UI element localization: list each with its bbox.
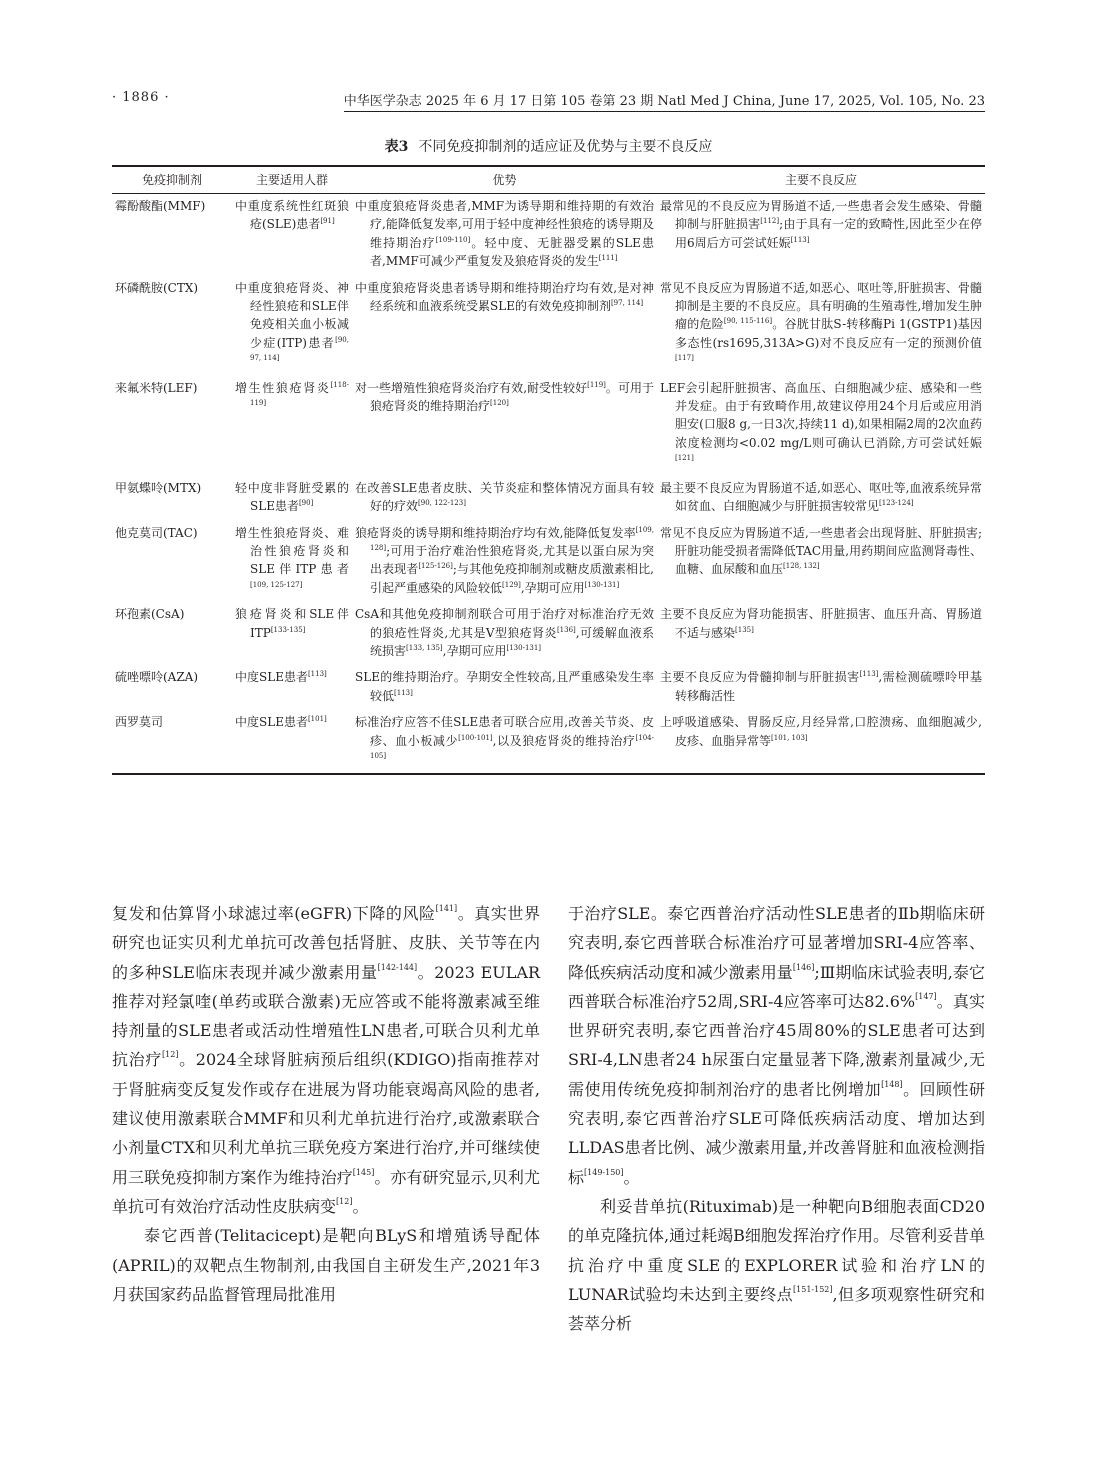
text-run: 。真实世界研究表明,泰它西普治疗45周80%的SLE患者可达到SRI-4,LN患者24 h尿蛋白定量显著下降,激素剂量减少,无需使用传统免疫抑制剂治疗的患者比例增加: [568, 991, 985, 1099]
cell-drug: 西罗莫司: [115, 715, 164, 730]
citation-ref: [109, 128]: [370, 525, 654, 552]
citation-ref: [113]: [790, 235, 810, 244]
cell-drug: 甲氨蝶呤(MTX): [115, 480, 202, 495]
table-header-row: [112, 167, 985, 194]
cell-population: [232, 479, 352, 516]
text-run: ;与其他免疫抑制剂或糖皮质激素相比,引起严重感染的风险较低: [370, 562, 654, 595]
cell-advantage: [352, 713, 657, 768]
text-run: 主要不良反应为肾功能损害、肝脏损害、血压升高、胃肠道不适与感染: [660, 607, 982, 640]
cell-drug: 环磷酰胺(CTX): [115, 280, 199, 295]
text-run: 。谷胱甘肽S-转移酶Pi 1(GSTP1)基因多态性(rs1695,313A>G)对不良反应有一定的预测价值: [675, 317, 982, 350]
citation-ref: [90, 115-116]: [723, 317, 773, 326]
text-run: 复发和估算肾小球滤过率(eGFR)下降的风险: [112, 904, 436, 923]
cell-population: [232, 605, 352, 660]
text-run: 于治疗SLE。泰它西普治疗活动性SLE患者的Ⅱb期临床研究表明,泰它西普联合标准治疗可显著增加SRI-4应答率、降低疾病活动度和减少激素用量: [568, 904, 985, 982]
population-text: 增生性狼疮肾炎、难治性狼疮肾炎和SLE伴ITP患者: [235, 525, 349, 577]
text-run: 狼疮肾炎的诱导期和维持期治疗均有效,能降低复发率: [355, 525, 636, 540]
text-run: SLE的维持期治疗。孕期安全性较高,且严重感染发生率较低: [355, 670, 654, 703]
citation-ref: [118-119]: [250, 380, 349, 408]
cell-adverse: [657, 524, 985, 598]
citation-ref: [148]: [881, 1079, 903, 1089]
table-row: [112, 276, 985, 376]
cell-advantage: [352, 605, 657, 660]
citation-ref: [146]: [792, 962, 815, 972]
citation-ref: [12]: [336, 1196, 353, 1206]
text-run: 标准治疗应答不佳SLE患者可联合应用,改善关节炎、皮疹、血小板减少: [355, 715, 654, 748]
population-text: 增生性狼疮肾炎: [235, 380, 331, 395]
table-row: [112, 521, 985, 603]
population-text: 中度SLE患者: [235, 670, 308, 685]
column-header-adverse: 主要不良反应: [784, 172, 857, 187]
cell-drug: 来氟米特(LEF): [115, 380, 198, 395]
text-run: 。轻中度、无脏器受累的SLE患者,MMF可减少严重复发及狼疮肾炎的发生: [370, 235, 654, 269]
citation-ref: [133, 135]: [406, 643, 443, 652]
text-run: 泰它西普(Telitacicept)是靶向BLyS和增殖诱导配体(APRIL)的双靶点生物制剂,由我国自主研发生产,2021年3月获国家药品监督管理局批准用: [112, 1226, 540, 1304]
text-run: 常见不良反应为胃肠道不适,一些患者会出现肾脏、肝脏损害;肝脏功能受损者需降低TAC用量,用药期间应监测肾毒性、血糖、血尿酸和血压: [660, 525, 982, 577]
cell-adverse: [657, 605, 985, 660]
cell-population: [232, 197, 352, 271]
paragraph: [112, 1221, 540, 1309]
text-run: 。: [352, 1196, 369, 1216]
cell-adverse: [657, 713, 985, 768]
citation-ref: [141]: [435, 904, 458, 913]
cell-population: [232, 713, 352, 768]
citation-ref: [120]: [490, 399, 509, 408]
citation-ref: [130-131]: [584, 580, 620, 589]
citation-ref: [91]: [320, 217, 335, 226]
cell-population: [232, 379, 352, 471]
citation-ref: [113]: [859, 670, 879, 679]
cell-advantage: [352, 379, 657, 471]
text-run: ,孕期可应用: [520, 580, 585, 595]
citation-ref: [104-105]: [370, 733, 654, 760]
cell-drug: 硫唑嘌呤(AZA): [115, 670, 199, 685]
citation-ref: [149-150]: [584, 1167, 624, 1177]
column-header-advantage: 优势: [492, 172, 517, 187]
cell-adverse: [657, 197, 985, 271]
citation-ref: [101]: [307, 715, 327, 724]
citation-ref: [117]: [675, 354, 694, 363]
citation-ref: [109, 125-127]: [250, 580, 303, 589]
table-row: [112, 194, 985, 276]
cell-drug: 他克莫司(TAC): [115, 525, 198, 540]
text-run: 上呼吸道感染、胃肠反应,月经异常,口腔溃疡、血细胞减少,皮疹、血脂异常等: [660, 715, 982, 748]
citation-ref: [90, 122-123]: [418, 499, 466, 508]
body-column-right: [568, 899, 985, 1338]
text-run: ,孕期可应用: [442, 643, 507, 658]
text-run: ,以及狼疮肾炎的维持治疗: [492, 733, 636, 748]
text-run: 常见不良反应为胃肠道不适,如恶心、呕吐等,肝脏损害、骨髓抑制是主要的不良反应。具有明确的生殖毒性,增加发生肿瘤的危险: [660, 280, 982, 332]
text-run: 。2024全球肾脏病预后组织(KDIGO)指南推荐对于肾脏病变反复发作或存在进展为肾功能衰竭高风险的患者,建议使用激素联合MMF和贝利尤单抗进行治疗,或激素联合小剂量CTX和贝利尤单抗三联免疫方案进行治疗,并可继续使用三联免疫抑制方案作为维持治疗: [112, 1050, 540, 1187]
cell-advantage: [352, 197, 657, 271]
text-run: 。真实世界研究也证实贝利尤单抗可改善包括肾脏、皮肤、关节等在内的多种SLE临床表现并减少激素用量: [112, 904, 540, 982]
population-text: 中度SLE患者: [235, 715, 308, 730]
table-title: 不同免疫抑制剂的适应证及优势与主要不良反应: [418, 139, 713, 155]
citation-ref: [151-152]: [793, 1284, 833, 1294]
column-header-population: 主要适用人群: [255, 172, 328, 187]
population-text: 轻中度非肾脏受累的SLE患者: [235, 480, 349, 514]
citation-ref: [119]: [587, 380, 606, 389]
text-run: 。: [623, 1167, 640, 1187]
citation-ref: [135]: [735, 625, 754, 634]
running-header: [112, 88, 985, 110]
cell-drug: 霉酚酸酯(MMF): [115, 199, 206, 213]
citation-ref: [145]: [352, 1167, 375, 1177]
text-run: ;Ⅲ期临床试验表明,泰它西普联合标准治疗52周,SRI-4应答率可达82.6%: [568, 962, 985, 1011]
text-run: ;由于具有一定的致畸性,因此至少在停用6周后方可尝试妊娠: [675, 217, 982, 250]
text-run: ,但多项观察性研究和荟萃分析: [568, 1284, 985, 1334]
immunosuppressant-table: [112, 165, 985, 775]
citation-ref: [147]: [915, 991, 937, 1001]
page-number: · 1886 ·: [112, 90, 170, 105]
citation-ref: [113]: [307, 670, 327, 679]
citation-ref: [129]: [502, 580, 521, 589]
table-caption: [112, 136, 985, 156]
text-run: 主要不良反应为骨髓抑制与肝脏损害: [660, 670, 860, 685]
table-row: [112, 710, 985, 773]
cell-advantage: [352, 279, 657, 371]
citation-ref: [121]: [675, 454, 694, 463]
cell-advantage: [352, 524, 657, 598]
body-column-left: [112, 899, 540, 1309]
text-run: 对一些增殖性狼疮肾炎治疗有效,耐受性较好: [355, 380, 588, 395]
journal-citation: 中华医学杂志 2025 年 6 月 17 日第 105 卷第 23 期 Natl Med J China, June 17, 2025, Vol. 105, No. 23: [344, 90, 985, 112]
cell-adverse: [657, 379, 985, 471]
cell-adverse: [657, 668, 985, 705]
population-text: 狼疮肾炎和SLE伴ITP: [235, 607, 349, 640]
citation-ref: [101, 103]: [771, 733, 808, 742]
citation-ref: [112]: [760, 217, 780, 226]
citation-ref: [125-126]: [418, 562, 453, 571]
citation-ref: [109-110]: [435, 235, 471, 244]
cell-population: [232, 668, 352, 705]
text-run: 。2023 EULAR推荐对羟氯喹(单药或联合激素)无应答或不能将激素减至维持剂量的SLE患者或活动性增殖性LN患者,可联合贝利尤单抗治疗: [112, 962, 540, 1070]
citation-ref: [133-135]: [270, 625, 306, 634]
text-run: 最常见的不良反应为胃肠道不适,一些患者会发生感染、骨髓抑制与肝脏损害: [660, 199, 982, 232]
text-run: LEF会引起肝脏损害、高血压、白细胞减少症、感染和一些并发症。由于有致畸作用,故建议停用24个月后或应用消胆安(口服8 g,一日3次,持续11 d),如果相隔2周的2次血药浓度检测均<0.02 mg/L则可确认已消除,方可尝试妊娠: [660, 380, 982, 450]
cell-advantage: [352, 668, 657, 705]
paragraph: [112, 899, 540, 1221]
cell-adverse: [657, 279, 985, 371]
citation-ref: [100-101]: [458, 733, 493, 742]
text-run: 中重度狼疮肾炎患者,MMF为诱导期和维持期的有效治疗,能降低复发率,可用于轻中度神经性狼疮的诱导期及维持期治疗: [355, 199, 654, 250]
column-header-drug: 免疫抑制剂: [141, 172, 202, 187]
citation-ref: [142-144]: [377, 962, 418, 972]
table-row: [112, 665, 985, 710]
population-text: 中重度狼疮肾炎、神经性狼疮和SLE伴免疫相关血小板减少症(ITP)患者: [235, 280, 349, 350]
text-run: 。回顾性研究表明,泰它西普治疗SLE可降低疾病活动度、增加达到LLDAS患者比例、减少激素用量,并改善肾脏和血液检测指标: [568, 1079, 985, 1187]
citation-ref: [130-131]: [506, 643, 542, 652]
text-run: ,需检测硫嘌呤甲基转移酶活性: [675, 670, 982, 703]
text-run: 中重度狼疮肾炎患者诱导期和维持期治疗均有效,是对神经系统和血液系统受累SLE的有效免疫抑制剂: [355, 280, 654, 314]
text-run: ,可缓解血液系统损害: [370, 625, 654, 658]
text-run: 在改善SLE患者皮肤、关节炎症和整体情况方面具有较好的疗效: [355, 480, 654, 514]
citation-ref: [136]: [556, 625, 576, 634]
citation-ref: [90]: [298, 499, 314, 508]
text-run: CsA和其他免疫抑制剂联合可用于治疗对标准治疗无效的狼疮性肾炎,尤其是V型狼疮肾炎: [355, 607, 654, 640]
text-run: 。亦有研究显示,贝利尤单抗可有效治疗活动性皮肤病变: [112, 1167, 540, 1216]
citation-ref: [12]: [162, 1050, 179, 1060]
text-run: 最主要不良反应为胃肠道不适,如恶心、呕吐等,血液系统异常如贫血、白细胞减少与肝脏损害较常见: [660, 480, 982, 514]
cell-adverse: [657, 479, 985, 516]
citation-ref: [128, 132]: [783, 562, 820, 571]
citation-ref: [97, 114]: [610, 299, 644, 308]
population-text: 中重度系统性红斑狼疮(SLE)患者: [235, 199, 349, 232]
table-row: [112, 376, 985, 476]
table-body: [112, 194, 985, 773]
table-row: [112, 602, 985, 665]
paragraph: [568, 1192, 985, 1338]
cell-drug: 环孢素(CsA): [115, 607, 185, 622]
paragraph: [568, 899, 985, 1192]
citation-ref: [123-124]: [879, 499, 914, 508]
text-run: 利妥昔单抗(Rituximab)是一种靶向B细胞表面CD20的单克隆抗体,通过耗竭B细胞发挥治疗作用。尽管利妥昔单抗治疗中重度SLE的EXPLORER试验和治疗LN的LUNAR试验均未达到主要终点: [568, 1196, 985, 1304]
table-label: 表3: [384, 139, 409, 155]
table-row: [112, 476, 985, 521]
cell-population: [232, 279, 352, 371]
text-run: ;可用于治疗难治性狼疮肾炎,尤其是以蛋白尿为突出表现者: [370, 543, 654, 577]
text-run: 。可用于狼疮肾炎的维持期治疗: [370, 380, 654, 414]
citation-ref: [90, 97, 114]: [250, 335, 349, 363]
cell-population: [232, 524, 352, 598]
cell-advantage: [352, 479, 657, 516]
citation-ref: [113]: [394, 688, 413, 697]
citation-ref: [111]: [598, 254, 618, 263]
